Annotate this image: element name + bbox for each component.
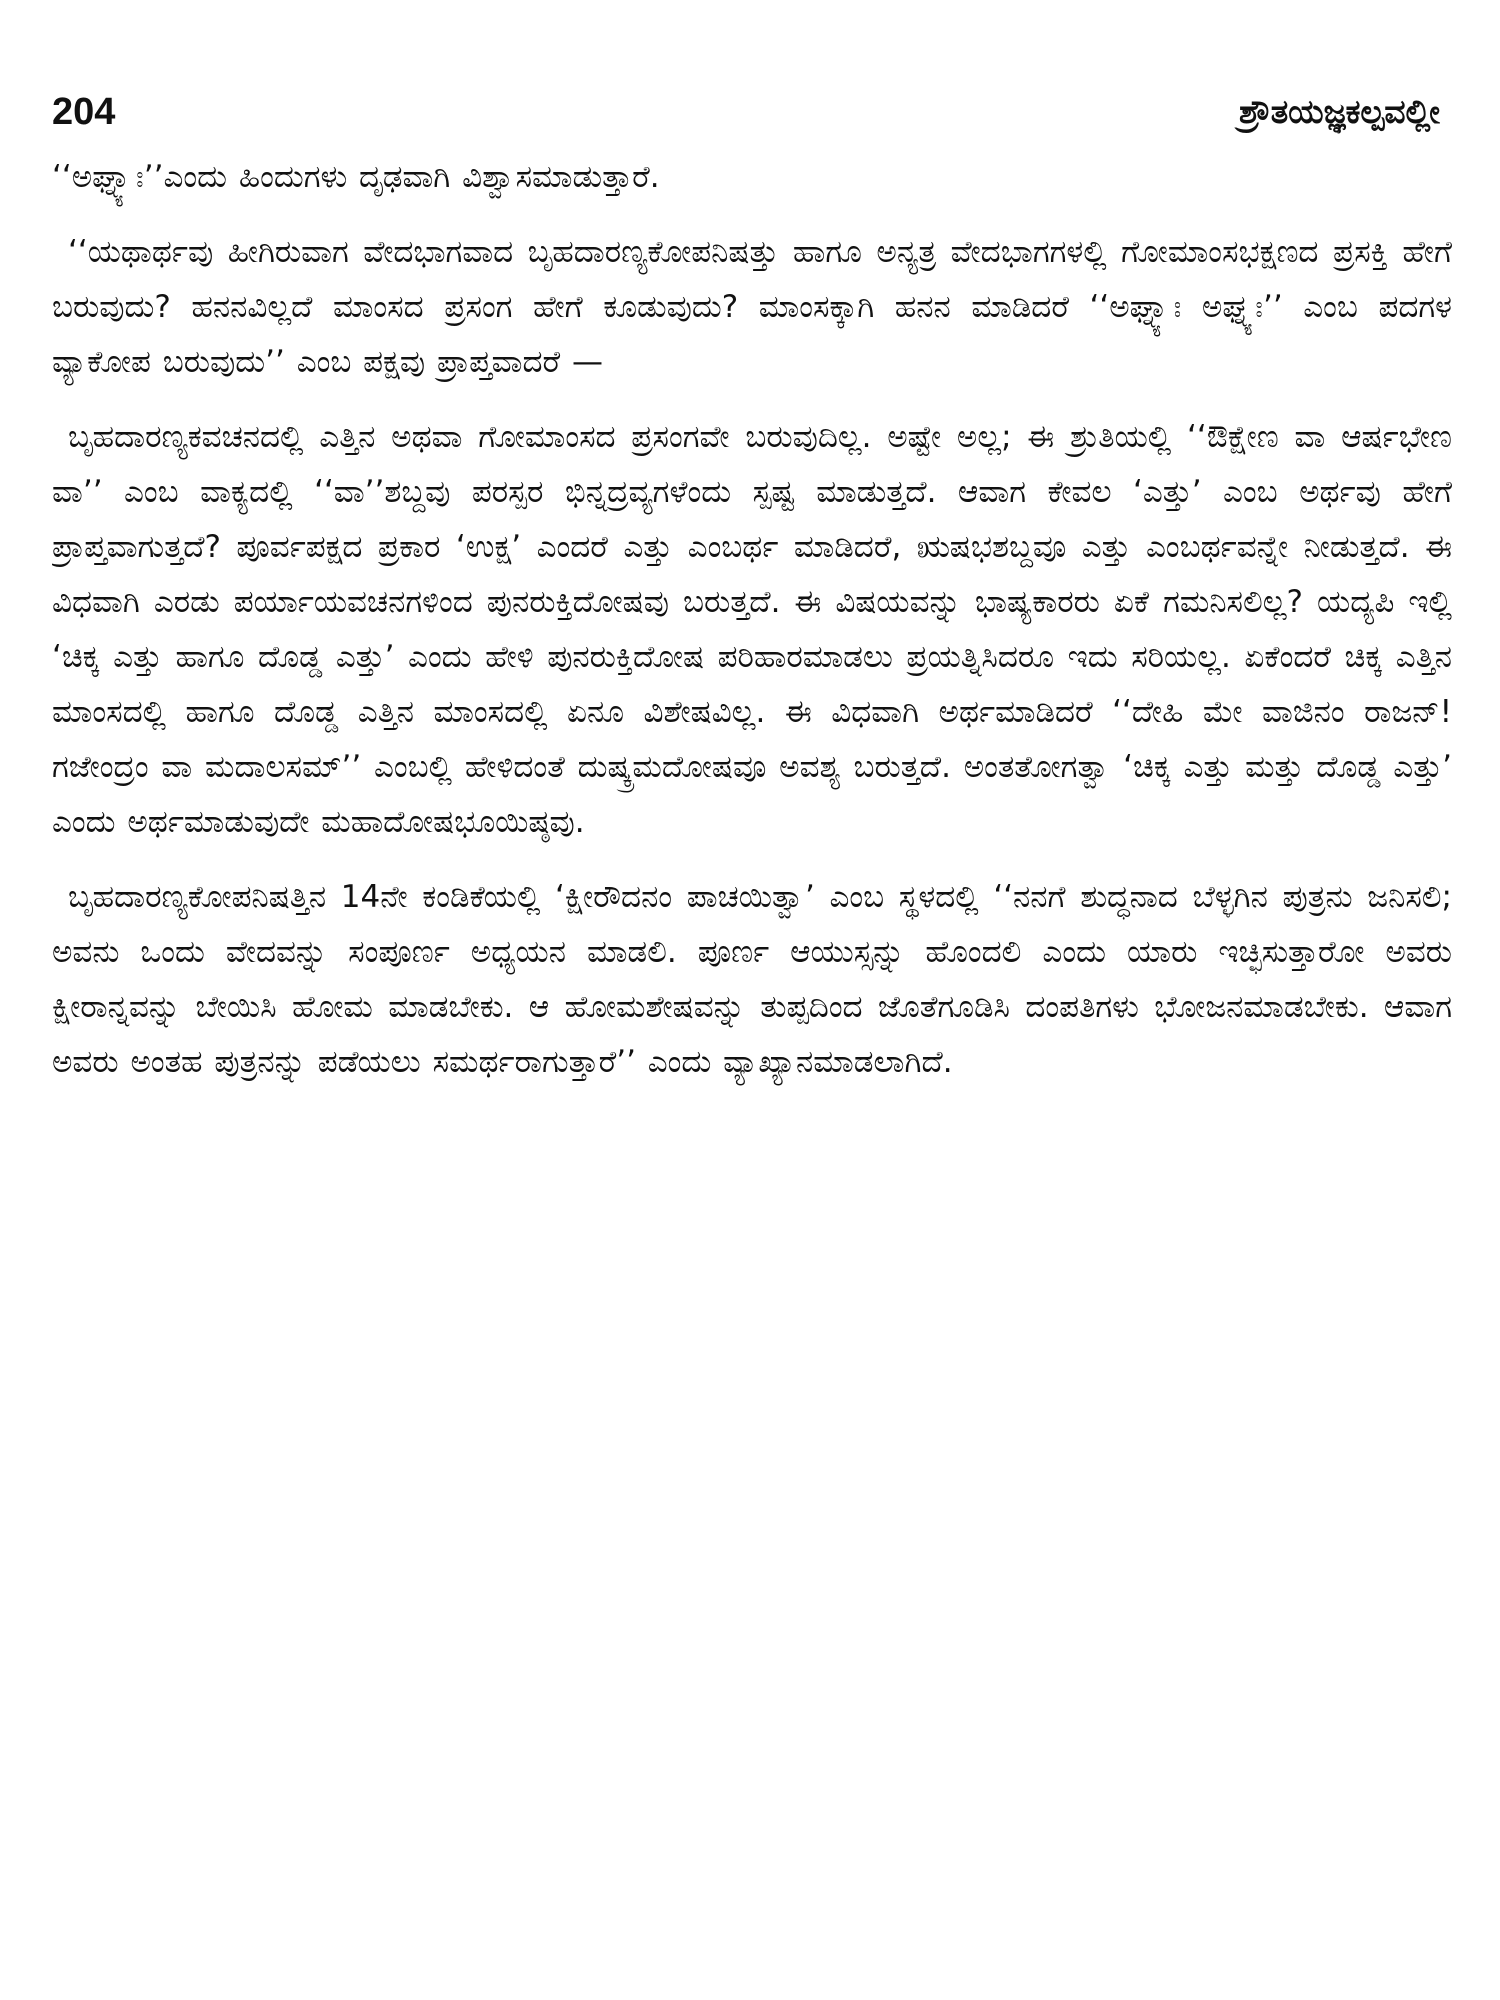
book-page (52, 90, 1452, 1970)
paragraph-1: ‘‘ಅಘ್ನ್ಯಾಃ’’ಎಂದು ಹಿಂದುಗಳು ದೃಢವಾಗಿ ವಿಶ್ವಾಸಮಾಡುತ್ತಾರೆ. (52, 159, 660, 195)
paragraph-2: ‘‘ಯಥಾರ್ಥವು ಹೀಗಿರುವಾಗ ವೇದಭಾಗವಾದ ಬೃಹದಾರಣ್ಯಕೋಪನಿಷತ್ತು ಹಾಗೂ ಅನ್ಯತ್ರ ವೇದಭಾಗಗಳಲ್ಲಿ ಗೋಮಾಂಸಭಕ್ಷಣದ ಪ್ರಸಕ್ತಿ ಹೇಗೆ ಬರುವುದು? ಹನನವಿಲ್ಲದೆ ಮಾಂಸದ ಪ್ರಸಂಗ ಹೇಗೆ ಕೂಡುವುದು? ಮಾಂಸಕ್ಕಾಗಿ ಹನನ ಮಾಡಿದರೆ ‘‘ಅಘ್ನ್ಯಾಃ ಅಘ್ನ್ಯಃ’’ ಎಂಬ ಪದಗಳ ವ್ಯಾಕೋಪ ಬರುವುದು’’ ಎಂಬ ಪಕ್ಷವು ಪ್ರಾಪ್ತವಾದರೆ — (52, 234, 1452, 380)
running-title: ಶ್ರೌತಯಜ್ಞಕಲ್ಪವಲ್ಲೀ (1238, 92, 1440, 131)
page-header (52, 90, 1452, 150)
page-number: 204 (52, 91, 116, 133)
paragraph-3: ಬೃಹದಾರಣ್ಯಕವಚನದಲ್ಲಿ ಎತ್ತಿನ ಅಥವಾ ಗೋಮಾಂಸದ ಪ್ರಸಂಗವೇ ಬರುವುದಿಲ್ಲ. ಅಷ್ಟೇ ಅಲ್ಲ; ಈ ಶ್ರುತಿಯಲ್ಲಿ ‘‘ಔಕ್ಷೇಣ ವಾ ಆರ್ಷಭೇಣ ವಾ’’ ಎಂಬ ವಾಕ್ಯದಲ್ಲಿ ‘‘ವಾ’’ಶಬ್ದವು ಪರಸ್ಪರ ಭಿನ್ನದ್ರವ್ಯಗಳೆಂದು ಸ್ಪಷ್ಟ ಮಾಡುತ್ತದೆ. ಆವಾಗ ಕೇವಲ ‘ಎತ್ತು’ ಎಂಬ ಅರ್ಥವು ಹೇಗೆ ಪ್ರಾಪ್ತವಾಗುತ್ತದೆ? ಪೂರ್ವಪಕ್ಷದ ಪ್ರಕಾರ ‘ಉಕ್ಷ’ ಎಂದರೆ ಎತ್ತು ಎಂಬರ್ಥ ಮಾಡಿದರೆ, ಋಷಭಶಬ್ದವೂ ಎತ್ತು ಎಂಬರ್ಥವನ್ನೇ ನೀಡುತ್ತದೆ. ಈ ವಿಧವಾಗಿ ಎರಡು ಪರ್ಯಾಯವಚನಗಳಿಂದ ಪುನರುಕ್ತಿದೋಷವು ಬರುತ್ತದೆ. ಈ ವಿಷಯವನ್ನು ಭಾಷ್ಯಕಾರರು ಏಕೆ ಗಮನಿಸಲಿಲ್ಲ? ಯದ್ಯಪಿ ಇಲ್ಲಿ ‘ಚಿಕ್ಕ ಎತ್ತು ಹಾಗೂ ದೊಡ್ಡ ಎತ್ತು’ ಎಂದು ಹೇಳಿ ಪುನರುಕ್ತಿದೋಷ ಪರಿಹಾರಮಾಡಲು ಪ್ರಯತ್ನಿಸಿದರೂ ಇದು ಸರಿಯಲ್ಲ. ಏಕೆಂದರೆ ಚಿಕ್ಕ ಎತ್ತಿನ ಮಾಂಸದಲ್ಲಿ ಹಾಗೂ ದೊಡ್ಡ ಎತ್ತಿನ ಮಾಂಸದಲ್ಲಿ ಏನೂ ವಿಶೇಷವಿಲ್ಲ. ಈ ವಿಧವಾಗಿ ಅರ್ಥಮಾಡಿದರೆ ‘‘ದೇಹಿ ಮೇ ವಾಜಿನಂ ರಾಜನ್! ಗಜೇಂದ್ರಂ ವಾ ಮದಾಲಸಮ್’’ ಎಂಬಲ್ಲಿ ಹೇಳಿದಂತೆ ದುಷ್ಕ್ರಮದೋಷವೂ ಅವಶ್ಯ ಬರುತ್ತದೆ. ಅಂತತೋಗತ್ವಾ ‘ಚಿಕ್ಕ ಎತ್ತು ಮತ್ತು ದೊಡ್ಡ ಎತ್ತು’ ಎಂದು ಅರ್ಥಮಾಡುವುದೇ ಮಹಾದೋಷಭೂಯಿಷ್ಠವು. (52, 419, 1452, 840)
paragraph-4: ಬೃಹದಾರಣ್ಯಕೋಪನಿಷತ್ತಿನ 14ನೇ ಕಂಡಿಕೆಯಲ್ಲಿ ‘ಕ್ಷೀರೌದನಂ ಪಾಚಯಿತ್ವಾ’ ಎಂಬ ಸ್ಥಳದಲ್ಲಿ ‘‘ನನಗೆ ಶುದ್ಧನಾದ ಬೆಳ್ಳಗಿನ ಪುತ್ರನು ಜನಿಸಲಿ; ಅವನು ಒಂದು ವೇದವನ್ನು ಸಂಪೂರ್ಣ ಅಧ್ಯಯನ ಮಾಡಲಿ. ಪೂರ್ಣ ಆಯುಸ್ಸನ್ನು ಹೊಂದಲಿ ಎಂದು ಯಾರು ಇಚ್ಛಿಸುತ್ತಾರೋ ಅವರು ಕ್ಷೀರಾನ್ನವನ್ನು ಬೇಯಿಸಿ ಹೋಮ ಮಾಡಬೇಕು. ಆ ಹೋಮಶೇಷವನ್ನು ತುಪ್ಪದಿಂದ ಜೊತೆಗೂಡಿಸಿ ದಂಪತಿಗಳು ಭೋಜನಮಾಡಬೇಕು. ಆವಾಗ ಅವರು ಅಂತಹ ಪುತ್ರನನ್ನು ಪಡೆಯಲು ಸಮರ್ಥರಾಗುತ್ತಾರೆ’’ ಎಂದು ವ್ಯಾಖ್ಯಾನಮಾಡಲಾಗಿದೆ. (52, 879, 1452, 1080)
